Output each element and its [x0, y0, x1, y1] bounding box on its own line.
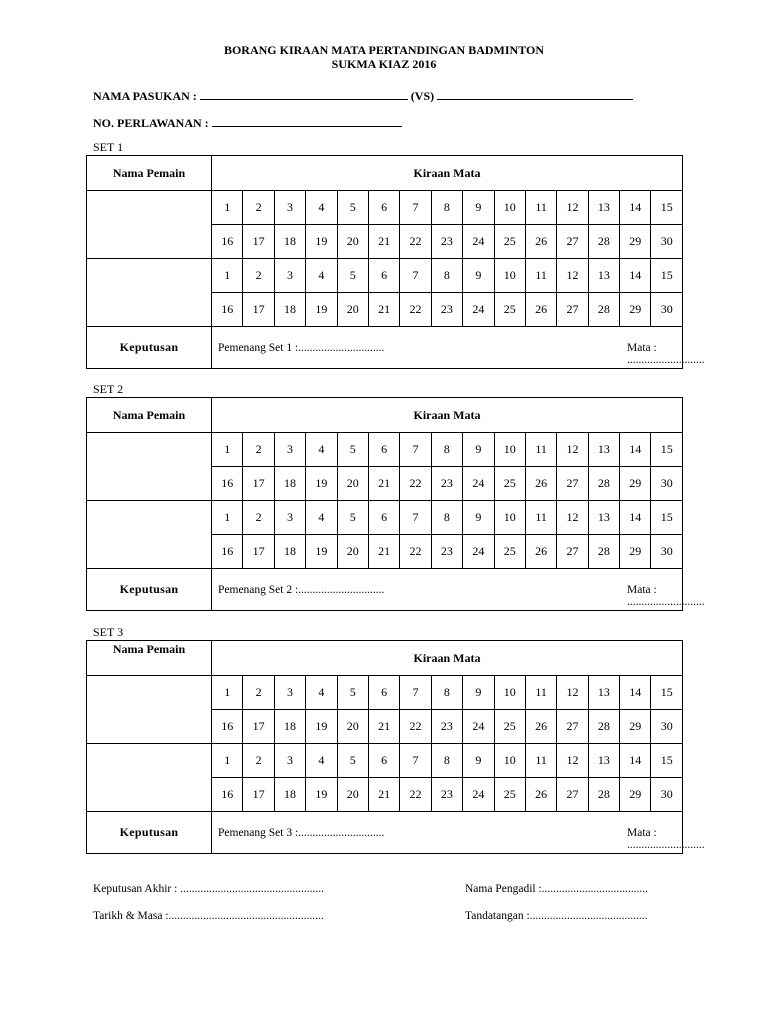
point-cell[interactable]: 16 [212, 710, 243, 744]
point-cell[interactable]: 8 [431, 676, 462, 710]
kiraan-mata-header: Kiraan Mata [212, 398, 683, 433]
point-cell[interactable]: 8 [431, 433, 462, 467]
set-label: SET 1 [93, 140, 124, 154]
point-cell[interactable]: 17 [243, 225, 274, 259]
point-cell[interactable]: 11 [525, 433, 556, 467]
point-cell[interactable]: 17 [243, 467, 274, 501]
nama-pemain-header: Nama Pemain [87, 641, 212, 676]
point-cell[interactable]: 6 [368, 433, 399, 467]
point-cell[interactable]: 24 [463, 225, 494, 259]
score-table [86, 155, 705, 369]
point-cell[interactable]: 10 [494, 433, 525, 467]
point-cell[interactable]: 21 [368, 293, 399, 327]
point-cell[interactable]: 30 [651, 778, 683, 812]
point-cell[interactable]: 5 [337, 744, 368, 778]
point-cell[interactable]: 26 [525, 535, 556, 569]
set-label: SET 3 [93, 625, 124, 639]
point-cell[interactable]: 1 [212, 191, 243, 225]
point-cell[interactable]: 8 [431, 744, 462, 778]
set-winner-field[interactable]: Pemenang Set 2 :.............................. [218, 583, 385, 596]
set-winner-field[interactable]: Pemenang Set 1 :.............................. [218, 341, 385, 354]
point-cell[interactable]: 20 [337, 225, 368, 259]
point-cell[interactable]: 12 [557, 676, 588, 710]
point-cell[interactable]: 17 [243, 778, 274, 812]
point-cell[interactable]: 8 [431, 191, 462, 225]
point-cell[interactable]: 23 [431, 467, 462, 501]
point-cell[interactable]: 6 [368, 259, 399, 293]
point-cell[interactable]: 15 [651, 191, 683, 225]
set-score-field[interactable]: Mata : ........................... [627, 341, 705, 366]
point-cell[interactable]: 6 [368, 501, 399, 535]
point-cell[interactable]: 25 [494, 467, 525, 501]
set-label: SET 2 [93, 382, 124, 396]
point-cell[interactable]: 3 [274, 501, 305, 535]
point-cell[interactable]: 24 [463, 535, 494, 569]
point-cell[interactable]: 19 [306, 225, 337, 259]
point-cell[interactable]: 7 [400, 744, 431, 778]
point-cell[interactable]: 7 [400, 501, 431, 535]
point-cell[interactable]: 11 [525, 676, 556, 710]
point-cell[interactable]: 20 [337, 467, 368, 501]
point-cell[interactable]: 27 [557, 467, 588, 501]
nama-pasukan-row [93, 87, 633, 104]
player-name-field[interactable] [87, 501, 212, 569]
point-cell[interactable]: 27 [557, 535, 588, 569]
point-cell[interactable]: 13 [588, 744, 619, 778]
point-cell[interactable]: 26 [525, 467, 556, 501]
point-cell[interactable]: 1 [212, 259, 243, 293]
set-score-field[interactable]: Mata : ........................... [627, 583, 705, 608]
nama-pasukan-label: NAMA PASUKAN : [93, 89, 197, 103]
point-cell[interactable]: 4 [306, 191, 337, 225]
point-cell[interactable]: 8 [431, 501, 462, 535]
point-cell[interactable]: 5 [337, 433, 368, 467]
player-name-field[interactable] [87, 259, 212, 327]
point-cell[interactable]: 9 [463, 501, 494, 535]
point-cell[interactable]: 13 [588, 191, 619, 225]
point-cell[interactable]: 17 [243, 710, 274, 744]
player-name-field[interactable] [87, 676, 212, 744]
point-cell[interactable]: 22 [400, 225, 431, 259]
point-cell[interactable]: 28 [588, 710, 619, 744]
point-cell[interactable]: 3 [274, 676, 305, 710]
player-name-field[interactable] [87, 744, 212, 812]
point-cell[interactable]: 7 [400, 433, 431, 467]
point-cell[interactable]: 18 [274, 293, 305, 327]
point-cell[interactable]: 14 [620, 259, 651, 293]
point-cell[interactable]: 10 [494, 259, 525, 293]
tandatangan-field[interactable]: Tandatangan :......................................... [465, 910, 648, 922]
point-cell[interactable]: 27 [557, 225, 588, 259]
point-cell[interactable]: 11 [525, 744, 556, 778]
point-cell[interactable]: 16 [212, 293, 243, 327]
point-cell[interactable]: 14 [620, 433, 651, 467]
nama-pemain-header: Nama Pemain [87, 156, 212, 191]
point-cell[interactable]: 13 [588, 433, 619, 467]
point-cell[interactable]: 24 [463, 293, 494, 327]
point-cell[interactable]: 12 [557, 191, 588, 225]
point-cell[interactable]: 5 [337, 676, 368, 710]
point-cell[interactable]: 22 [400, 710, 431, 744]
keputusan-label: Keputusan [87, 812, 212, 854]
point-cell[interactable]: 16 [212, 467, 243, 501]
point-cell[interactable]: 3 [274, 259, 305, 293]
point-cell[interactable]: 11 [525, 259, 556, 293]
point-cell[interactable]: 7 [400, 259, 431, 293]
team-a-field[interactable] [200, 87, 408, 100]
set-score-field[interactable]: Mata : ........................... [627, 826, 705, 851]
point-cell[interactable]: 29 [620, 467, 651, 501]
point-cell[interactable]: 25 [494, 293, 525, 327]
point-cell[interactable]: 29 [620, 225, 651, 259]
point-cell[interactable]: 4 [306, 676, 337, 710]
point-cell[interactable]: 22 [400, 778, 431, 812]
point-cell[interactable]: 29 [620, 293, 651, 327]
point-cell[interactable]: 6 [368, 744, 399, 778]
point-cell[interactable]: 21 [368, 225, 399, 259]
point-cell[interactable]: 2 [243, 259, 274, 293]
point-cell[interactable]: 28 [588, 535, 619, 569]
point-cell[interactable]: 10 [494, 676, 525, 710]
point-cell[interactable]: 18 [274, 710, 305, 744]
point-cell[interactable]: 23 [431, 778, 462, 812]
point-cell[interactable]: 30 [651, 467, 683, 501]
point-cell[interactable]: 12 [557, 259, 588, 293]
point-cell[interactable]: 15 [651, 744, 683, 778]
point-cell[interactable]: 19 [306, 293, 337, 327]
point-cell[interactable]: 12 [557, 744, 588, 778]
point-cell[interactable]: 29 [620, 710, 651, 744]
point-cell[interactable]: 29 [620, 778, 651, 812]
point-cell[interactable]: 4 [306, 501, 337, 535]
point-cell[interactable]: 4 [306, 744, 337, 778]
point-cell[interactable]: 15 [651, 259, 683, 293]
point-cell[interactable]: 21 [368, 778, 399, 812]
point-cell[interactable]: 23 [431, 293, 462, 327]
point-cell[interactable]: 20 [337, 535, 368, 569]
point-cell[interactable]: 29 [620, 535, 651, 569]
point-cell[interactable]: 23 [431, 535, 462, 569]
point-cell[interactable]: 27 [557, 778, 588, 812]
point-cell[interactable]: 6 [368, 676, 399, 710]
point-cell[interactable]: 3 [274, 744, 305, 778]
point-cell[interactable]: 19 [306, 710, 337, 744]
point-cell[interactable]: 21 [368, 535, 399, 569]
player-name-field[interactable] [87, 191, 212, 259]
point-cell[interactable]: 24 [463, 710, 494, 744]
point-cell[interactable]: 3 [274, 433, 305, 467]
team-b-field[interactable] [437, 87, 633, 100]
point-cell[interactable]: 14 [620, 676, 651, 710]
no-perlawanan-label: NO. PERLAWANAN : [93, 116, 209, 130]
point-cell[interactable]: 11 [525, 191, 556, 225]
point-cell[interactable]: 1 [212, 501, 243, 535]
point-cell[interactable]: 16 [212, 225, 243, 259]
nama-pengadil-field[interactable]: Nama Pengadil :..................................... [465, 883, 649, 895]
point-cell[interactable]: 15 [651, 433, 683, 467]
point-cell[interactable]: 27 [557, 710, 588, 744]
point-cell[interactable]: 16 [212, 535, 243, 569]
set-result-cell [212, 569, 705, 611]
point-cell[interactable]: 21 [368, 710, 399, 744]
point-cell[interactable]: 4 [306, 433, 337, 467]
point-cell[interactable]: 5 [337, 259, 368, 293]
point-cell[interactable]: 28 [588, 467, 619, 501]
point-cell[interactable]: 14 [620, 744, 651, 778]
set-result-cell [212, 327, 705, 369]
point-cell[interactable]: 1 [212, 744, 243, 778]
point-cell[interactable]: 1 [212, 676, 243, 710]
point-cell[interactable]: 19 [306, 467, 337, 501]
point-cell[interactable]: 4 [306, 259, 337, 293]
point-cell[interactable]: 12 [557, 433, 588, 467]
point-cell[interactable]: 21 [368, 467, 399, 501]
kiraan-mata-header: Kiraan Mata [212, 641, 683, 676]
point-cell[interactable]: 28 [588, 225, 619, 259]
keputusan-label: Keputusan [87, 569, 212, 611]
point-cell[interactable]: 10 [494, 501, 525, 535]
point-cell[interactable]: 22 [400, 293, 431, 327]
point-cell[interactable]: 9 [463, 433, 494, 467]
point-cell[interactable]: 10 [494, 191, 525, 225]
point-cell[interactable]: 30 [651, 293, 683, 327]
point-cell[interactable]: 13 [588, 676, 619, 710]
point-cell[interactable]: 22 [400, 467, 431, 501]
point-cell[interactable]: 2 [243, 676, 274, 710]
no-perlawanan-field[interactable] [212, 114, 402, 127]
set-winner-field[interactable]: Pemenang Set 3 :.............................. [218, 826, 385, 839]
tarikh-masa-field[interactable]: Tarikh & Masa :...................................................... [93, 910, 324, 922]
point-cell[interactable]: 18 [274, 535, 305, 569]
point-cell[interactable]: 9 [463, 191, 494, 225]
point-cell[interactable]: 20 [337, 710, 368, 744]
score-table [86, 640, 705, 854]
keputusan-label: Keputusan [87, 327, 212, 369]
point-cell[interactable]: 3 [274, 191, 305, 225]
point-cell[interactable]: 13 [588, 501, 619, 535]
point-cell[interactable]: 26 [525, 293, 556, 327]
form-title-line2: SUKMA KIAZ 2016 [331, 57, 437, 71]
player-name-field[interactable] [87, 433, 212, 501]
point-cell[interactable]: 30 [651, 710, 683, 744]
point-cell[interactable]: 17 [243, 535, 274, 569]
point-cell[interactable]: 23 [431, 710, 462, 744]
point-cell[interactable]: 9 [463, 676, 494, 710]
point-cell[interactable]: 28 [588, 293, 619, 327]
point-cell[interactable]: 5 [337, 191, 368, 225]
point-cell[interactable]: 23 [431, 225, 462, 259]
point-cell[interactable]: 26 [525, 778, 556, 812]
point-cell[interactable]: 10 [494, 744, 525, 778]
point-cell[interactable]: 2 [243, 433, 274, 467]
point-cell[interactable]: 12 [557, 501, 588, 535]
point-cell[interactable]: 25 [494, 778, 525, 812]
point-cell[interactable]: 1 [212, 433, 243, 467]
point-cell[interactable]: 5 [337, 501, 368, 535]
point-cell[interactable]: 30 [651, 225, 683, 259]
point-cell[interactable]: 26 [525, 225, 556, 259]
point-cell[interactable]: 27 [557, 293, 588, 327]
point-cell[interactable]: 18 [274, 778, 305, 812]
point-cell[interactable]: 17 [243, 293, 274, 327]
point-cell[interactable]: 25 [494, 225, 525, 259]
score-table [86, 397, 705, 611]
point-cell[interactable]: 18 [274, 225, 305, 259]
point-cell[interactable]: 9 [463, 744, 494, 778]
vs-label: (VS) [410, 89, 435, 103]
keputusan-akhir-field[interactable]: Keputusan Akhir : .................................................. [93, 883, 324, 895]
point-cell[interactable]: 19 [306, 535, 337, 569]
point-cell[interactable]: 2 [243, 744, 274, 778]
point-cell[interactable]: 22 [400, 535, 431, 569]
point-cell[interactable]: 6 [368, 191, 399, 225]
point-cell[interactable]: 14 [620, 501, 651, 535]
point-cell[interactable]: 28 [588, 778, 619, 812]
point-cell[interactable]: 14 [620, 191, 651, 225]
point-cell[interactable]: 2 [243, 191, 274, 225]
point-cell[interactable]: 13 [588, 259, 619, 293]
point-cell[interactable]: 15 [651, 676, 683, 710]
point-cell[interactable]: 16 [212, 778, 243, 812]
kiraan-mata-header: Kiraan Mata [212, 156, 683, 191]
point-cell[interactable]: 26 [525, 710, 556, 744]
point-cell[interactable]: 24 [463, 778, 494, 812]
point-cell[interactable]: 18 [274, 467, 305, 501]
point-cell[interactable]: 2 [243, 501, 274, 535]
point-cell[interactable]: 24 [463, 467, 494, 501]
point-cell[interactable]: 8 [431, 259, 462, 293]
point-cell[interactable]: 11 [525, 501, 556, 535]
point-cell[interactable]: 7 [400, 676, 431, 710]
nama-pemain-header: Nama Pemain [87, 398, 212, 433]
point-cell[interactable]: 25 [494, 710, 525, 744]
point-cell[interactable]: 20 [337, 293, 368, 327]
point-cell[interactable]: 19 [306, 778, 337, 812]
point-cell[interactable]: 9 [463, 259, 494, 293]
set-result-cell [212, 812, 705, 854]
no-perlawanan-row [93, 114, 402, 131]
point-cell[interactable]: 7 [400, 191, 431, 225]
point-cell[interactable]: 20 [337, 778, 368, 812]
point-cell[interactable]: 15 [651, 501, 683, 535]
point-cell[interactable]: 30 [651, 535, 683, 569]
form-title-line1: BORANG KIRAAN MATA PERTANDINGAN BADMINTON [223, 43, 545, 57]
point-cell[interactable]: 25 [494, 535, 525, 569]
